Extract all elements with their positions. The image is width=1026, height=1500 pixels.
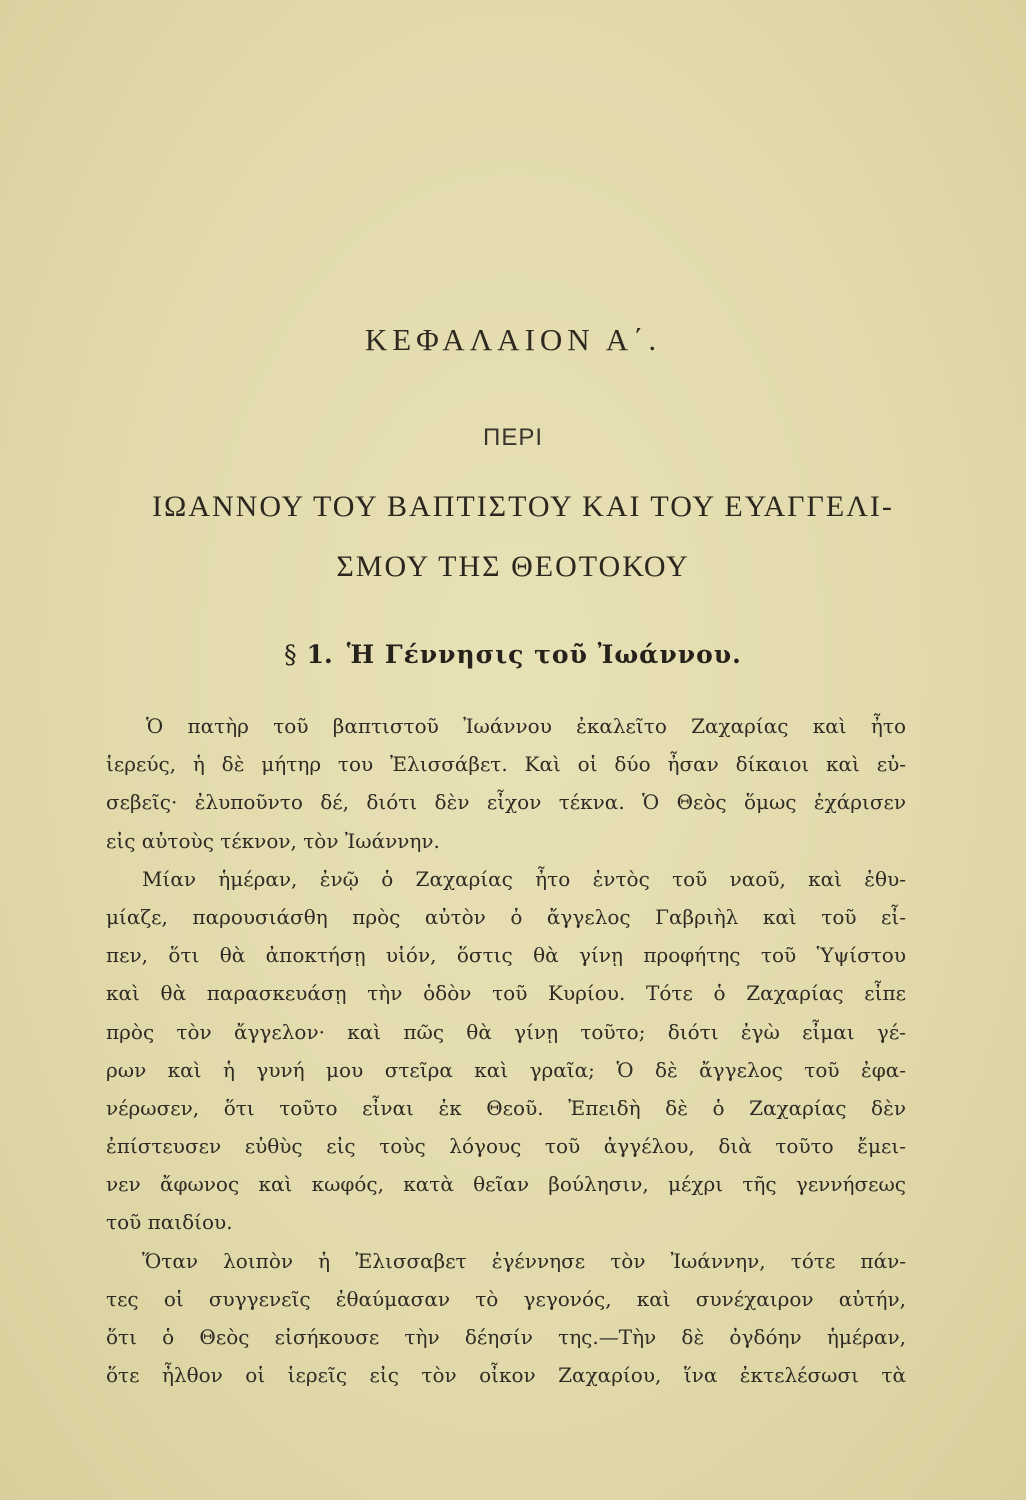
body-line: ὅτι ὁ Θεὸς εἰσήκουσε τὴν δέησίν της.—Τὴν δὲ ὀγδόην ἡμέραν,: [106, 1325, 906, 1349]
body-line: πρὸς τὸν ἄγγελον· καὶ πῶς θὰ γίνῃ τοῦτο; διότι ἐγὼ εἶμαι γέ-: [106, 1019, 906, 1044]
chapter-title-line-1: ΙΩΑΝΝΟΥ ΤΟΥ ΒΑΠΤΙΣΤΟΥ ΚΑΙ ΤΟΥ ΕΥΑΓΓΕΛΙ-: [152, 490, 894, 523]
body-line: νεν ἄφωνος καὶ κωφός, κατὰ θεῖαν βούλησιν, μέχρι τῆς γεννήσεως: [106, 1172, 906, 1197]
body-line: Ὁ πατὴρ τοῦ βαπτιστοῦ Ἰωάννου ἐκαλεῖτο Ζαχαρίας καὶ ἦτο: [146, 714, 906, 738]
body-line: Ὅταν λοιπὸν ἡ Ἐλισσαβετ ἐγέννησε τὸν Ἰωάννην, τότε πάν-: [142, 1248, 906, 1273]
body-line: ἱερεύς, ἡ δὲ μήτηρ του Ἐλισσάβετ. Καὶ οἱ δύο ἦσαν δίκαιοι καὶ εὐ-: [106, 752, 906, 777]
chapter-subtitle: ΠΕΡΙ: [482, 424, 543, 451]
body-line: πεν, ὅτι θὰ ἀποκτήσῃ υἱόν, ὅστις θὰ γίνῃ προφήτης τοῦ Ὑψίστου: [106, 943, 906, 968]
section-title: Ἡ Γέννησις τοῦ Ἰωάννου.: [346, 640, 742, 669]
section-symbol: §: [284, 640, 297, 669]
section-number: 1.: [306, 640, 333, 669]
body-line: καὶ θὰ παρασκευάσῃ τὴν ὁδὸν τοῦ Κυρίου. Τότε ὁ Ζαχαρίας εἶπε: [106, 981, 906, 1006]
body-line: ὅτε ἦλθον οἱ ἱερεῖς εἰς τὸν οἶκον Ζαχαρίου, ἵνα ἐκτελέσωσι τὰ: [106, 1363, 906, 1388]
body-line: τοῦ παιδίου.: [106, 1210, 233, 1235]
body-line: νέρωσεν, ὅτι τοῦτο εἶναι ἐκ Θεοῦ. Ἐπειδὴ δὲ ὁ Ζαχαρίας δὲν: [106, 1095, 906, 1120]
body-line: τες οἱ συγγενεῖς ἐθαύμασαν τὸ γεγονός, καὶ συνέχαιρον αὐτήν,: [106, 1286, 906, 1311]
body-line: εἰς αὐτοὺς τέκνον, τὸν Ἰωάννην.: [106, 828, 440, 853]
chapter-title-line-2: ΣΜΟΥ ΤΗΣ ΘΕΟΤΟΚΟΥ: [336, 550, 690, 583]
body-line: ἐπίστευσεν εὐθὺς εἰς τοὺς λόγους τοῦ ἀγγέλου, διὰ τοῦτο ἔμει-: [106, 1134, 906, 1159]
body-line: ρων καὶ ἡ γυνή μου στεῖρα καὶ γραῖα; Ὁ δὲ ἄγγελος τοῦ ἐφα-: [106, 1057, 906, 1082]
body-line: σεβεῖς· ἐλυποῦντο δέ, διότι δὲν εἶχον τέκνα. Ὁ Θεὸς ὅμως ἐχάρισεν: [106, 790, 906, 815]
body-text: [106, 707, 906, 1394]
chapter-heading: ΚΕΦΑΛΑΙΟΝ Α΄.: [364, 322, 662, 357]
section-heading: [0, 640, 1026, 669]
body-line: μίαζε, παρουσιάσθη πρὸς αὐτὸν ὁ ἄγγελος Γαβριὴλ καὶ τοῦ εἶ-: [106, 904, 906, 929]
body-line: Μίαν ἡμέραν, ἐνῷ ὁ Ζαχαρίας ἦτο ἐντὸς τοῦ ναοῦ, καὶ ἐθυ-: [142, 866, 906, 891]
